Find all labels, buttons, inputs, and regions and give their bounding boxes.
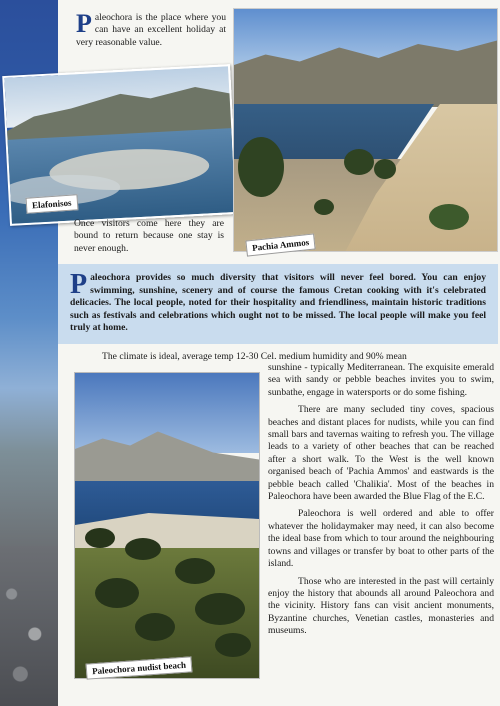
banner-paragraph [70,269,486,335]
climate-paragraph: sunshine - typically Mediterranean. The exquisite emerald sea with sandy or pebble beaches invites you to swim, sunbathe, engage in watersports or do some fishing. [268,362,494,398]
highlight-banner [58,264,498,344]
climate-lead-line: The climate is ideal, average temp 12-30 Cel. medium humidity and 90% mean [102,351,407,362]
intro-paragraph [76,9,226,49]
photo-pachia-ammos [233,8,498,252]
caption-nudist-beach: Paleochora nudist beach [86,656,193,679]
photo-nudist-beach [74,372,260,679]
history-paragraph: Those who are interested in the past will certainly enjoy the history that abounds all around Paleochora and the vicinity. History fans can visit ancient monuments, Byzantine churches, Venetian castles, monasteries and museums. [268,575,494,637]
coves-paragraph: There are many secluded tiny coves, spacious beaches and distant places for nudists, while you can find small bars and tavernas waiting to refresh you. The village leads to a variety of other beaches that can be reached after a short walk. To the West is the well known organised beach of 'Pachia Ammos' and eastwards is the pebble beach called 'Chalikia'. Most of the beaches in Paleochora have been awarded the Blue Flag of the E.C. [268,404,494,503]
body-column [268,362,494,643]
base-paragraph: Paleochora is well ordered and able to offer whatever the holidaymaker may need, it can also become the ideal base from which to tour around the neighbouring towns and villages or transfer by boat to other parts of the island. [268,508,494,570]
intro-text: aleochora is the place where you can have an excellent holiday at very reasonable value. [76,12,226,48]
caption-elafonisos: Elafonisos [26,194,79,214]
caption-pachia-ammos: Pachia Ammos [245,233,316,256]
banner-dropcap: P [70,269,88,300]
intro-dropcap: P [76,9,92,38]
visitors-paragraph: Once visitors come here they are bound to return because one stay is never enough. [74,218,224,254]
banner-text: aleochora provides so much diversity that visitors will never feel bored. You can enjoy swimming, sunshine, scenery and of course the famous Cretan cooking with it's celebrated delicacies. The local people, noted for their hospitality and friendliness, maintain historic traditions such as festivals and celebrations which ought not to be missed. The local people will make you feel truly at home. [70,272,486,334]
